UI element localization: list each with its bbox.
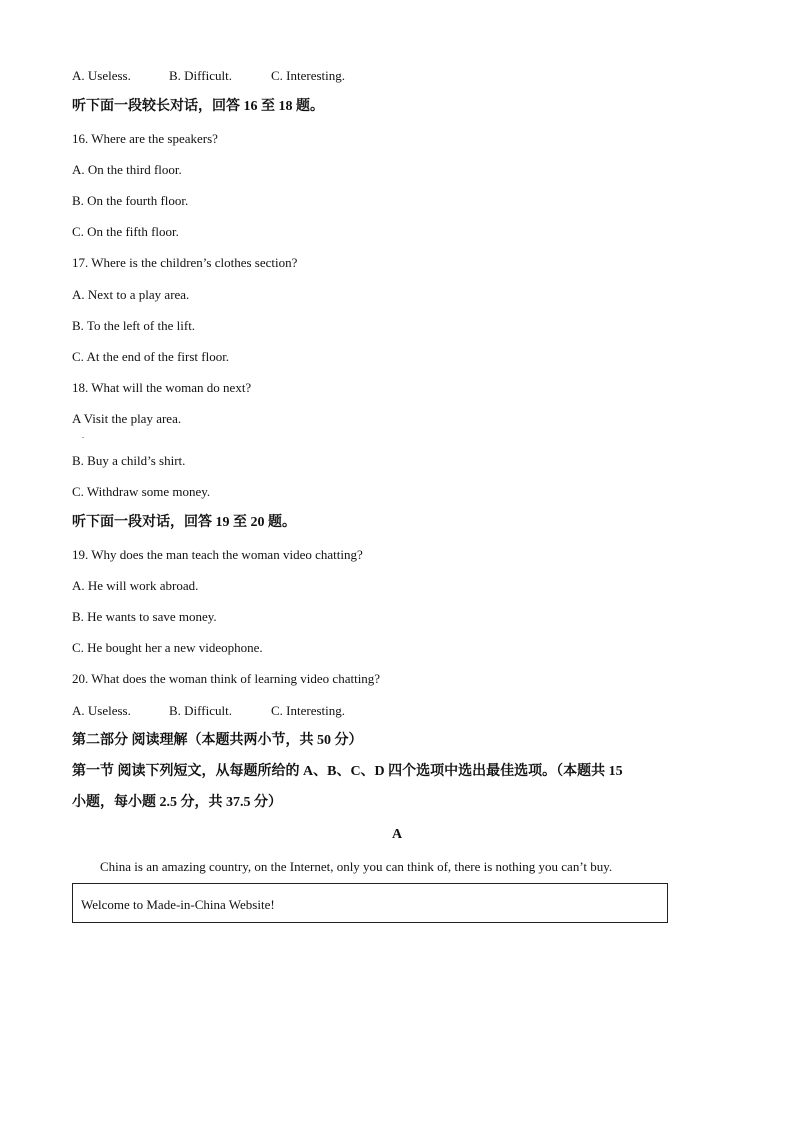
question-17: 17. Where is the children’s clothes section? (72, 255, 298, 270)
question-20: 20. What does the woman think of learning video chatting? (72, 671, 381, 686)
question-19: 19. Why does the man teach the woman video chatting? (72, 547, 363, 562)
option-a: A. Useless. (72, 68, 131, 83)
option-c: C. Interesting. (271, 703, 346, 718)
passage-label: A (391, 827, 403, 842)
q18-option-a: A Visit the play area. (72, 411, 182, 426)
q19-option-b: B. He wants to save money. (72, 609, 217, 624)
section-heading: 第一节 阅读下列短文，从每题所给的 A、B、C、D 四个选项中选出最佳选项。（本题共 15 (72, 764, 623, 779)
q18-option-b: B. Buy a child’s shirt. (72, 453, 186, 468)
q16-option-b: B. On the fourth floor. (72, 193, 189, 208)
question-18: 18. What will the woman do next? (72, 380, 252, 395)
website-box (72, 883, 668, 923)
section-instruction: 听下面一段对话，回答 19 至 20 题。 (72, 515, 296, 530)
section-instruction: 听下面一段较长对话，回答 16 至 18 题。 (72, 99, 324, 114)
stray-mark: . (82, 431, 84, 440)
q15-options (72, 68, 345, 84)
question-16: 16. Where are the speakers? (72, 131, 218, 146)
option-b: B. Difficult. (169, 703, 232, 718)
q19-option-a: A. He will work abroad. (72, 578, 199, 593)
passage-intro: China is an amazing country, on the Internet, only you can think of, there is nothing you can’t buy. (100, 859, 613, 874)
option-a: A. Useless. (72, 703, 131, 718)
q18-option-c: C. Withdraw some money. (72, 484, 211, 499)
q20-options (72, 703, 345, 719)
q16-option-c: C. On the fifth floor. (72, 224, 179, 239)
website-box-text: Welcome to Made-in-China Website! (81, 897, 275, 912)
option-b: B. Difficult. (169, 68, 232, 83)
option-c: C. Interesting. (271, 68, 346, 83)
q19-option-c: C. He bought her a new videophone. (72, 640, 263, 655)
part-title: 第二部分 阅读理解（本题共两小节，共 50 分） (72, 733, 363, 748)
q16-option-a: A. On the third floor. (72, 162, 182, 177)
q17-option-a: A. Next to a play area. (72, 287, 190, 302)
q17-option-b: B. To the left of the lift. (72, 318, 196, 333)
section-heading-continued: 小题，每小题 2.5 分，共 37.5 分） (72, 795, 282, 810)
q17-option-c: C. At the end of the first floor. (72, 349, 230, 364)
